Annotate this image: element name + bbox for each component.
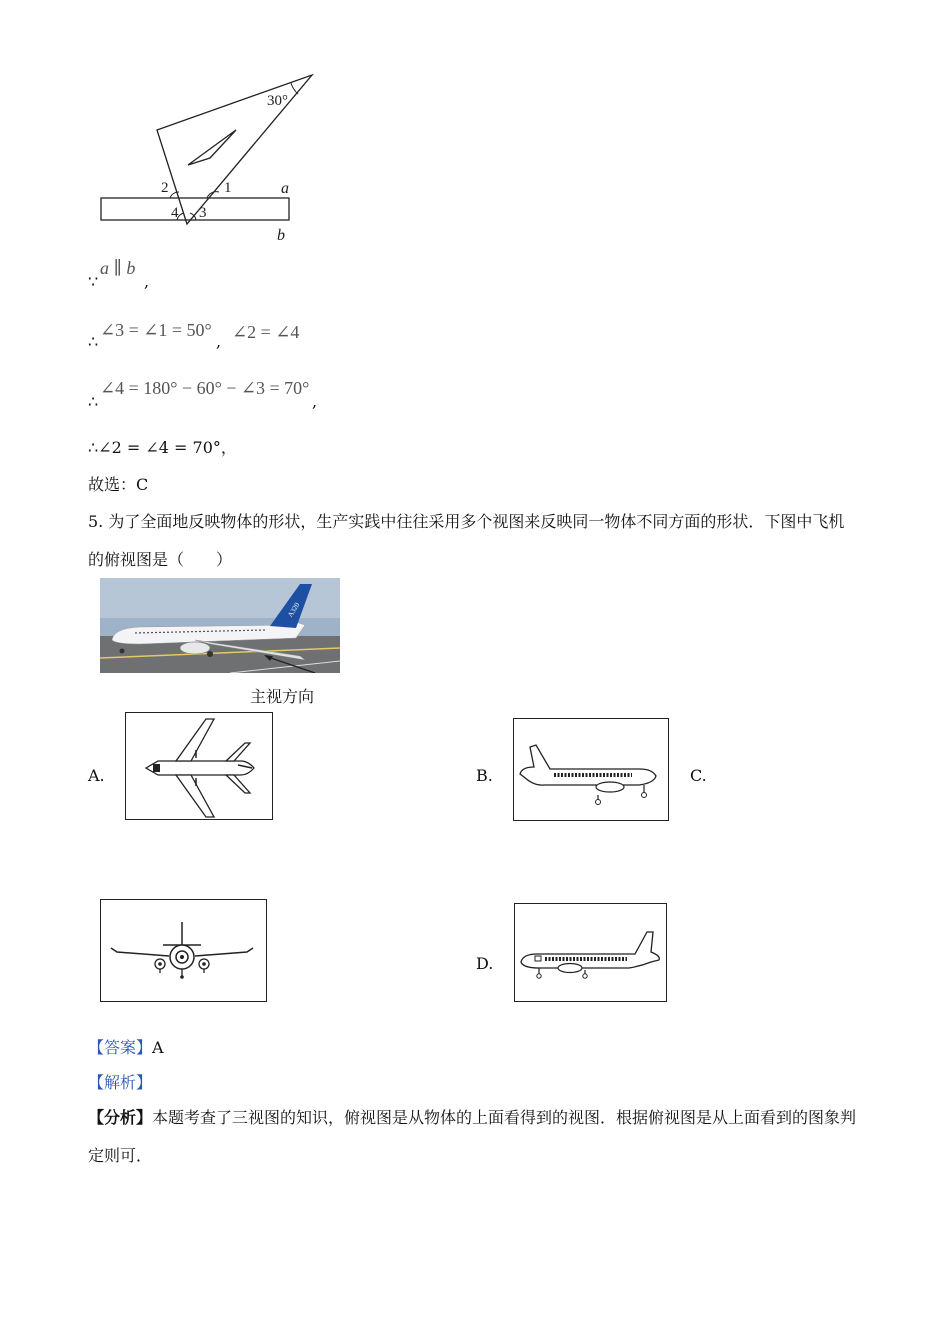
- because-symbol: ∵: [88, 272, 99, 291]
- solution-line-4: ∴∠2 = ∠4 = 70°，: [88, 438, 237, 457]
- option-c-label[interactable]: C.: [690, 766, 707, 785]
- fenxi-paragraph: [88, 1099, 860, 1175]
- label-line-a: a: [281, 180, 289, 197]
- therefore-symbol: ∴: [88, 392, 99, 411]
- option-a-figure[interactable]: [125, 712, 273, 820]
- option-b-label[interactable]: B.: [476, 766, 493, 785]
- answer-value: A: [152, 1038, 164, 1057]
- photo-tail-text: A320: [286, 601, 302, 619]
- photo-caption: 主视方向: [250, 687, 315, 706]
- option-d-figure[interactable]: [514, 903, 667, 1002]
- front-view-airplane-icon: [101, 900, 265, 1000]
- comma: ,: [312, 392, 318, 411]
- airplane-photo: [100, 578, 340, 673]
- label-angle-2: 2: [161, 180, 169, 196]
- solution-choice: 故选：C: [88, 475, 149, 494]
- option-d-label[interactable]: D.: [476, 954, 494, 973]
- side-view-airplane-reversed-icon: [515, 904, 665, 1000]
- top-view-airplane-icon: [126, 713, 271, 818]
- comma: ,: [216, 332, 222, 351]
- label-angle-1: 1: [224, 180, 232, 196]
- parallel-statement: a ∥ b: [100, 258, 136, 278]
- question-5-text: 5. 为了全面地反映物体的形状，生产实践中往往采用多个视图来反映同一物体不同方面的形状．下图中飞机的俯视图是（ ）: [88, 512, 845, 569]
- triangle-ruler-figure: [95, 70, 325, 245]
- comma: ,: [144, 272, 150, 291]
- therefore-symbol: ∴: [88, 332, 99, 351]
- label-line-b: b: [277, 227, 285, 244]
- angle-arc-30: [291, 83, 298, 94]
- option-b-figure[interactable]: [513, 718, 669, 821]
- fenxi-label: 【分析】: [88, 1108, 153, 1127]
- analysis-label: 【解析】: [88, 1073, 153, 1092]
- label-angle-4: 4: [171, 205, 179, 221]
- side-view-airplane-icon: [514, 719, 667, 819]
- option-c-figure[interactable]: [100, 899, 267, 1002]
- label-30deg: 30°: [267, 93, 288, 109]
- angle-equation-1: ∠3 = ∠1 = 50°: [100, 320, 212, 340]
- answer-label: 【答案】: [88, 1038, 153, 1057]
- option-a-label[interactable]: A.: [88, 766, 105, 785]
- angle-equation-3: ∠4 = 180° − 60° − ∠3 = 70°: [100, 378, 310, 398]
- set-square-inner: [188, 130, 236, 165]
- fenxi-text: 本题考查了三视图的知识，俯视图是从物体的上面看得到的视图．根据俯视图是从上面看到的图象判定则可．: [88, 1108, 857, 1165]
- angle-equation-2: ∠2 = ∠4: [232, 322, 300, 342]
- label-angle-3: 3: [199, 205, 207, 221]
- answer-line: [88, 1038, 164, 1058]
